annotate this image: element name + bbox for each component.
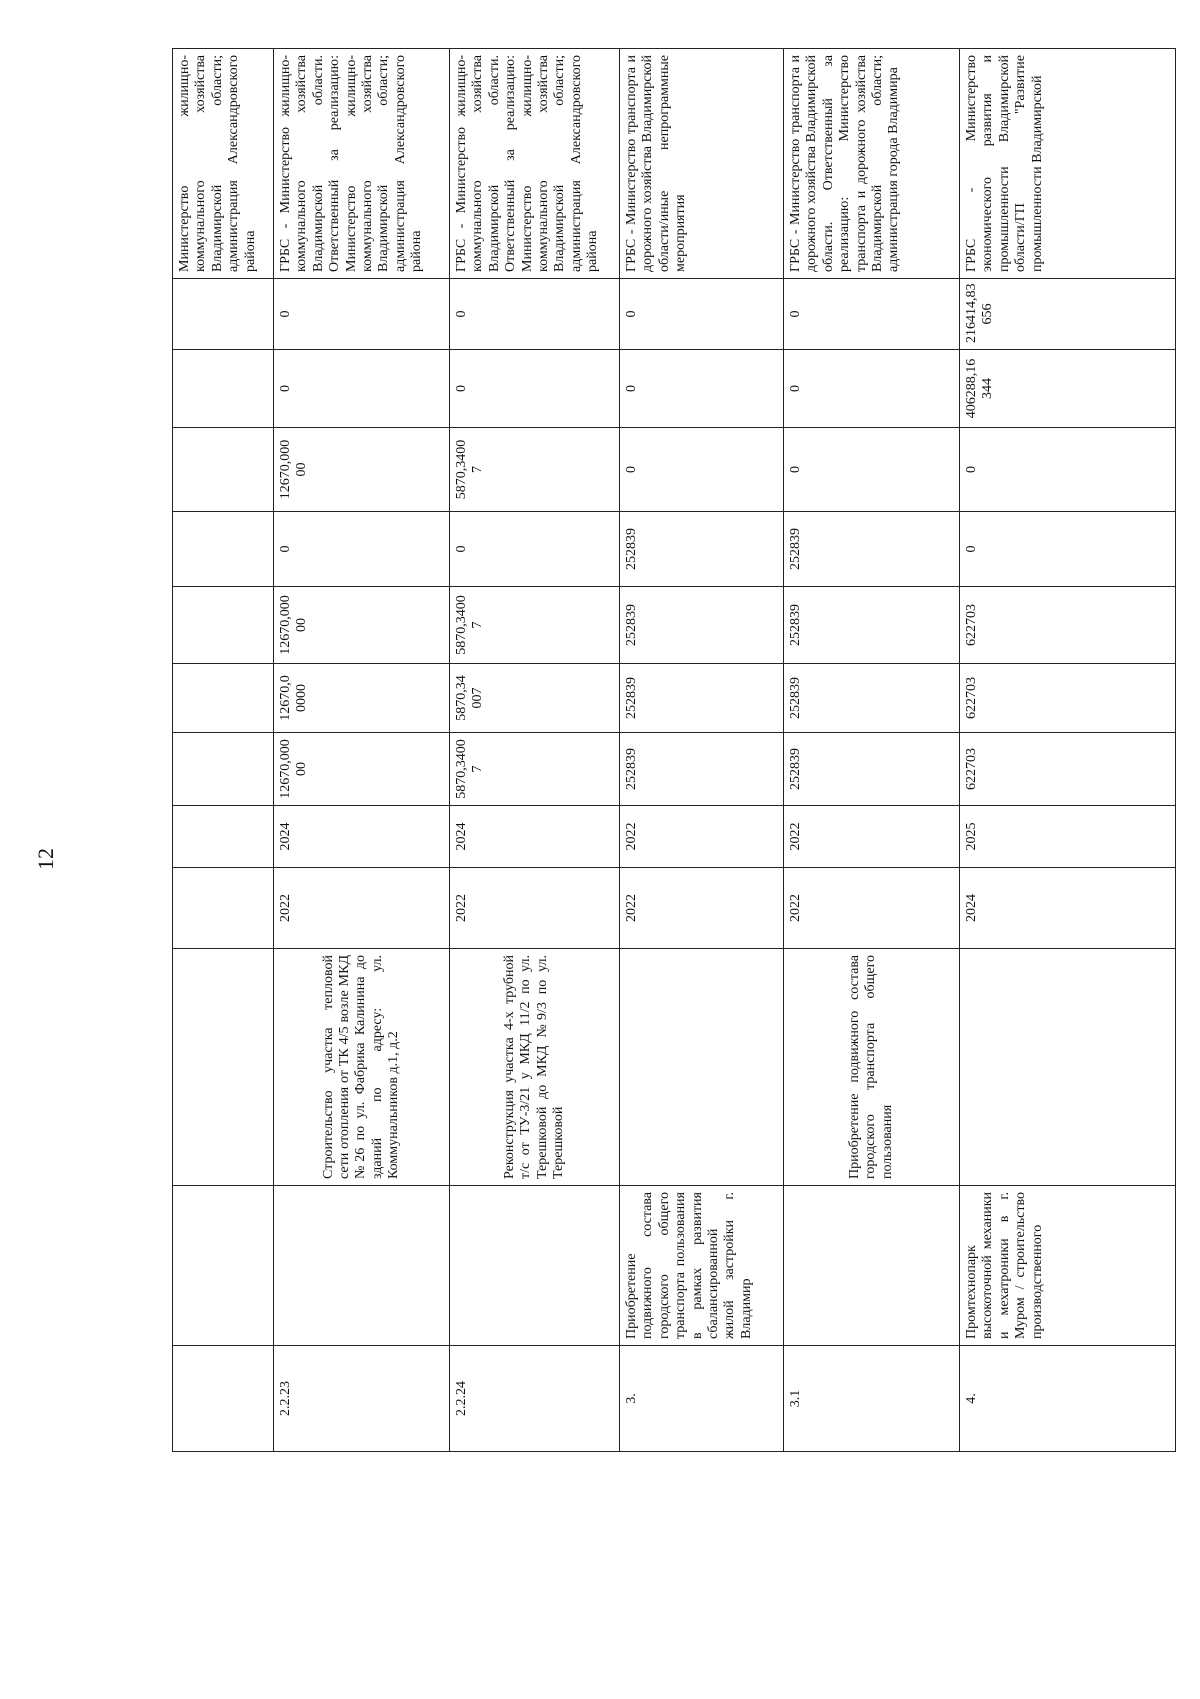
row-number: 3. [620, 1346, 784, 1452]
page-number: 12 [33, 848, 58, 870]
value-cell: 12670,000 00 [274, 733, 450, 806]
value-cell: 0 [620, 279, 784, 350]
responsible-authority: ГРБС - Министерство транспорта и дорожного хозяйства Владимирской области/иные непрограммные мероприятия [620, 49, 784, 279]
year-start: 2022 [274, 868, 450, 949]
program-name [274, 1186, 450, 1346]
value-cell: 252839 [620, 664, 784, 733]
year-end: 2024 [274, 806, 450, 868]
value-cell [173, 279, 274, 350]
responsible-authority: ГРБС - Министерство экономического развития и промышленности Владимирской области/ГП "Развитие промышленности Владимирской [960, 49, 1176, 279]
value-cell: 0 [274, 279, 450, 350]
year-start [173, 868, 274, 949]
value-cell: 252839 [784, 733, 960, 806]
object-name [960, 949, 1176, 1186]
year-end [173, 806, 274, 868]
value-cell: 0 [784, 350, 960, 428]
value-cell: 0 [784, 428, 960, 512]
responsible-authority: ГРБС - Министерство жилищно-коммунального хозяйства Владимирской области. Ответственный за реализацию: Министерство жилищно-коммунального хозяйства Владимирской области; администрация Александровского района [450, 49, 620, 279]
object-name [173, 949, 274, 1186]
year-end: 2022 [784, 806, 960, 868]
value-cell: 0 [960, 512, 1176, 587]
row-number: 4. [960, 1346, 1176, 1452]
value-cell [173, 733, 274, 806]
value-cell [173, 664, 274, 733]
value-cell: 12670,000 00 [274, 428, 450, 512]
row-number [173, 1346, 274, 1452]
value-cell: 216414,83 656 [960, 279, 1176, 350]
row-number: 2.2.24 [450, 1346, 620, 1452]
table-row [173, 49, 274, 1452]
program-name: Приобретение подвижного состава городского общего транспорта пользования в рамках развития сбалансированной жилой застройки г. Владимир [620, 1186, 784, 1346]
value-cell: 0 [960, 428, 1176, 512]
value-cell: 5870,3400 7 [450, 733, 620, 806]
year-start: 2022 [620, 868, 784, 949]
year-end: 2022 [620, 806, 784, 868]
year-end: 2025 [960, 806, 1176, 868]
program-table [172, 48, 1176, 1452]
value-cell [173, 350, 274, 428]
value-cell: 5870,3400 7 [450, 587, 620, 664]
table-row [784, 49, 960, 1452]
value-cell: 252839 [784, 664, 960, 733]
value-cell: 5870,34 007 [450, 664, 620, 733]
object-name: Приобретение подвижного состава городского транспорта общего пользования [784, 949, 960, 1186]
year-start: 2022 [450, 868, 620, 949]
table-row [620, 49, 784, 1452]
object-name: Реконструкция участка 4-х трубной т/с от ТУ-3/21 у МКД 11/2 по ул. Терешковой до МКД №9/3 по ул. Терешковой [450, 949, 620, 1186]
value-cell: 622703 [960, 587, 1176, 664]
program-name [450, 1186, 620, 1346]
program-name [784, 1186, 960, 1346]
value-cell: 252839 [620, 733, 784, 806]
value-cell: 0 [784, 279, 960, 350]
value-cell: 0 [274, 350, 450, 428]
value-cell: 0 [450, 279, 620, 350]
value-cell: 252839 [620, 587, 784, 664]
value-cell [173, 512, 274, 587]
value-cell: 12670,0 0000 [274, 664, 450, 733]
year-start: 2022 [784, 868, 960, 949]
row-number: 2.2.23 [274, 1346, 450, 1452]
value-cell: 622703 [960, 733, 1176, 806]
responsible-authority: ГРБС - Министерство жилищно-коммунального хозяйства Владимирской области. Ответственный за реализацию: Министерство жилищно-коммунального хозяйства Владимирской области; администрация Александровского района [274, 49, 450, 279]
table-row [274, 49, 450, 1452]
value-cell: 12670,000 00 [274, 587, 450, 664]
table-row [960, 49, 1176, 1452]
program-name: Промтехнопарк высокоточной механики и мехатроники в г. Муром / строительство производственного [960, 1186, 1176, 1346]
rotated-table-wrapper [172, 49, 1175, 1452]
responsible-authority: Министерство жилищно-коммунального хозяйства Владимирской области; администрация Александровского района [173, 49, 274, 279]
table-row [450, 49, 620, 1452]
value-cell: 622703 [960, 664, 1176, 733]
object-name: Строительство участка тепловой сети отопления от ТК 4/5 возле МКД №26 по ул. Фабрика Калинина до зданий по адресу: ул. Коммунальников д.1, д.2 [274, 949, 450, 1186]
value-cell: 0 [620, 428, 784, 512]
year-end: 2024 [450, 806, 620, 868]
program-name [173, 1186, 274, 1346]
value-cell: 0 [450, 350, 620, 428]
year-start: 2024 [960, 868, 1176, 949]
value-cell [173, 428, 274, 512]
value-cell: 252839 [784, 587, 960, 664]
object-name [620, 949, 784, 1186]
value-cell: 5870,3400 7 [450, 428, 620, 512]
row-number: 3.1 [784, 1346, 960, 1452]
value-cell: 252839 [620, 512, 784, 587]
value-cell: 0 [620, 350, 784, 428]
value-cell: 252839 [784, 512, 960, 587]
value-cell: 0 [274, 512, 450, 587]
value-cell: 0 [450, 512, 620, 587]
value-cell [173, 587, 274, 664]
responsible-authority: ГРБС - Министерство транспорта и дорожного хозяйства Владимирской области. Ответственный за реализацию: Министерство транспорта и дорожного хозяйства Владимирской области; администрация города Владимира [784, 49, 960, 279]
value-cell: 406288,16 344 [960, 350, 1176, 428]
